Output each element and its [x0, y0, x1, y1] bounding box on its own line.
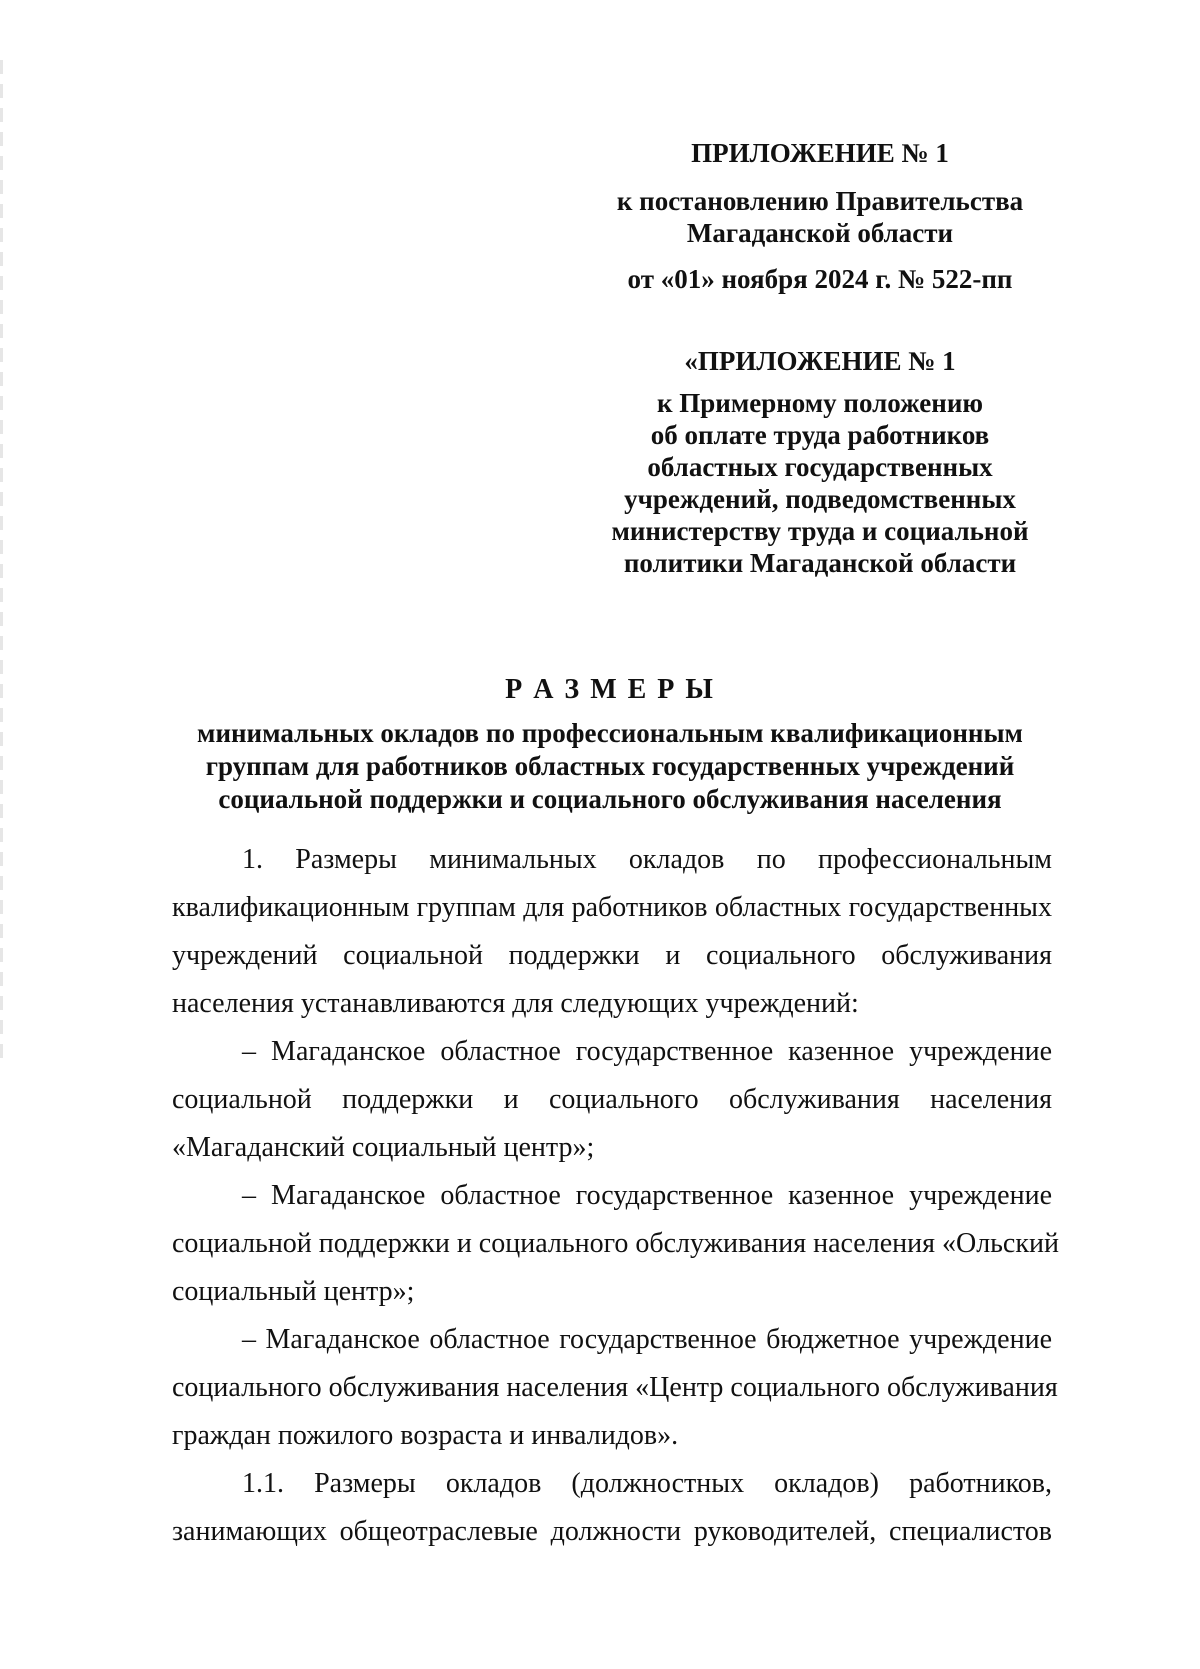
appendix-title: ПРИЛОЖЕНИЕ № 1: [691, 138, 949, 168]
document-title: [150, 674, 1070, 817]
paragraph-line: учреждений социальной поддержки и социального обслуживания: [172, 940, 1052, 971]
scan-edge-artifact: [0, 60, 3, 1060]
paragraph-2: [172, 1028, 1052, 1172]
paragraph-line: 1.1. Размеры окладов (должностных окладов) работников,: [242, 1468, 1052, 1499]
document-subtitle-line: социальной поддержки и социального обслуживания населения: [218, 784, 1002, 814]
inner-appendix-line: об оплате труда работников: [650, 420, 990, 450]
inner-appendix-line: министерству труда и социальной: [611, 516, 1029, 546]
document-subtitle-line: минимальных окладов по профессиональным квалификационным: [197, 718, 1023, 748]
inner-appendix-title: «ПРИЛОЖЕНИЕ № 1: [684, 346, 956, 376]
paragraph-line: социальной поддержки и социального обслуживания населения «Ольский: [172, 1228, 1059, 1259]
paragraph-line: социального обслуживания населения «Центр социального обслуживания: [172, 1372, 1058, 1403]
paragraph-5: [172, 1460, 1052, 1556]
paragraph-line: населения устанавливаются для следующих учреждений:: [172, 988, 859, 1019]
paragraph-line: «Магаданский социальный центр»;: [172, 1132, 595, 1163]
paragraph-line: – Магаданское областное государственное казенное учреждение: [242, 1036, 1052, 1067]
paragraph-line: – Магаданское областное государственное бюджетное учреждение: [242, 1324, 1052, 1355]
appendix-decree-line: к постановлению Правительства: [616, 186, 1024, 216]
paragraph-4: [172, 1316, 1058, 1460]
appendix-header: [600, 138, 1040, 298]
paragraph-line: социальной поддержки и социального обслуживания населения: [172, 1084, 1052, 1115]
document-subtitle-line: группам для работников областных государственных учреждений: [205, 751, 1015, 781]
paragraph-line: 1. Размеры минимальных окладов по профессиональным: [242, 844, 1052, 875]
inner-appendix-line: учреждений, подведомственных: [624, 484, 1016, 514]
inner-appendix-line: политики Магаданской области: [623, 548, 1017, 578]
paragraph-line: квалификационным группам для работников областных государственных: [172, 892, 1052, 923]
paragraph-3: [172, 1172, 1059, 1316]
paragraph-line: социальный центр»;: [172, 1276, 415, 1307]
paragraph-line: граждан пожилого возраста и инвалидов».: [172, 1420, 679, 1451]
paragraph-line: – Магаданское областное государственное казенное учреждение: [242, 1180, 1052, 1211]
paragraph-1: [172, 836, 1052, 1028]
paragraph-line: занимающих общеотраслевые должности руководителей, специалистов: [172, 1516, 1052, 1547]
appendix-date-line: от «01» ноября 2024 г. № 522-пп: [627, 264, 1013, 294]
inner-appendix-line: к Примерному положению: [656, 388, 984, 418]
inner-appendix: [580, 346, 1060, 580]
document-heading: Р А З М Е Р Ы: [505, 674, 715, 705]
inner-appendix-line: областных государственных: [647, 452, 993, 482]
appendix-region-line: Магаданской области: [686, 218, 954, 248]
